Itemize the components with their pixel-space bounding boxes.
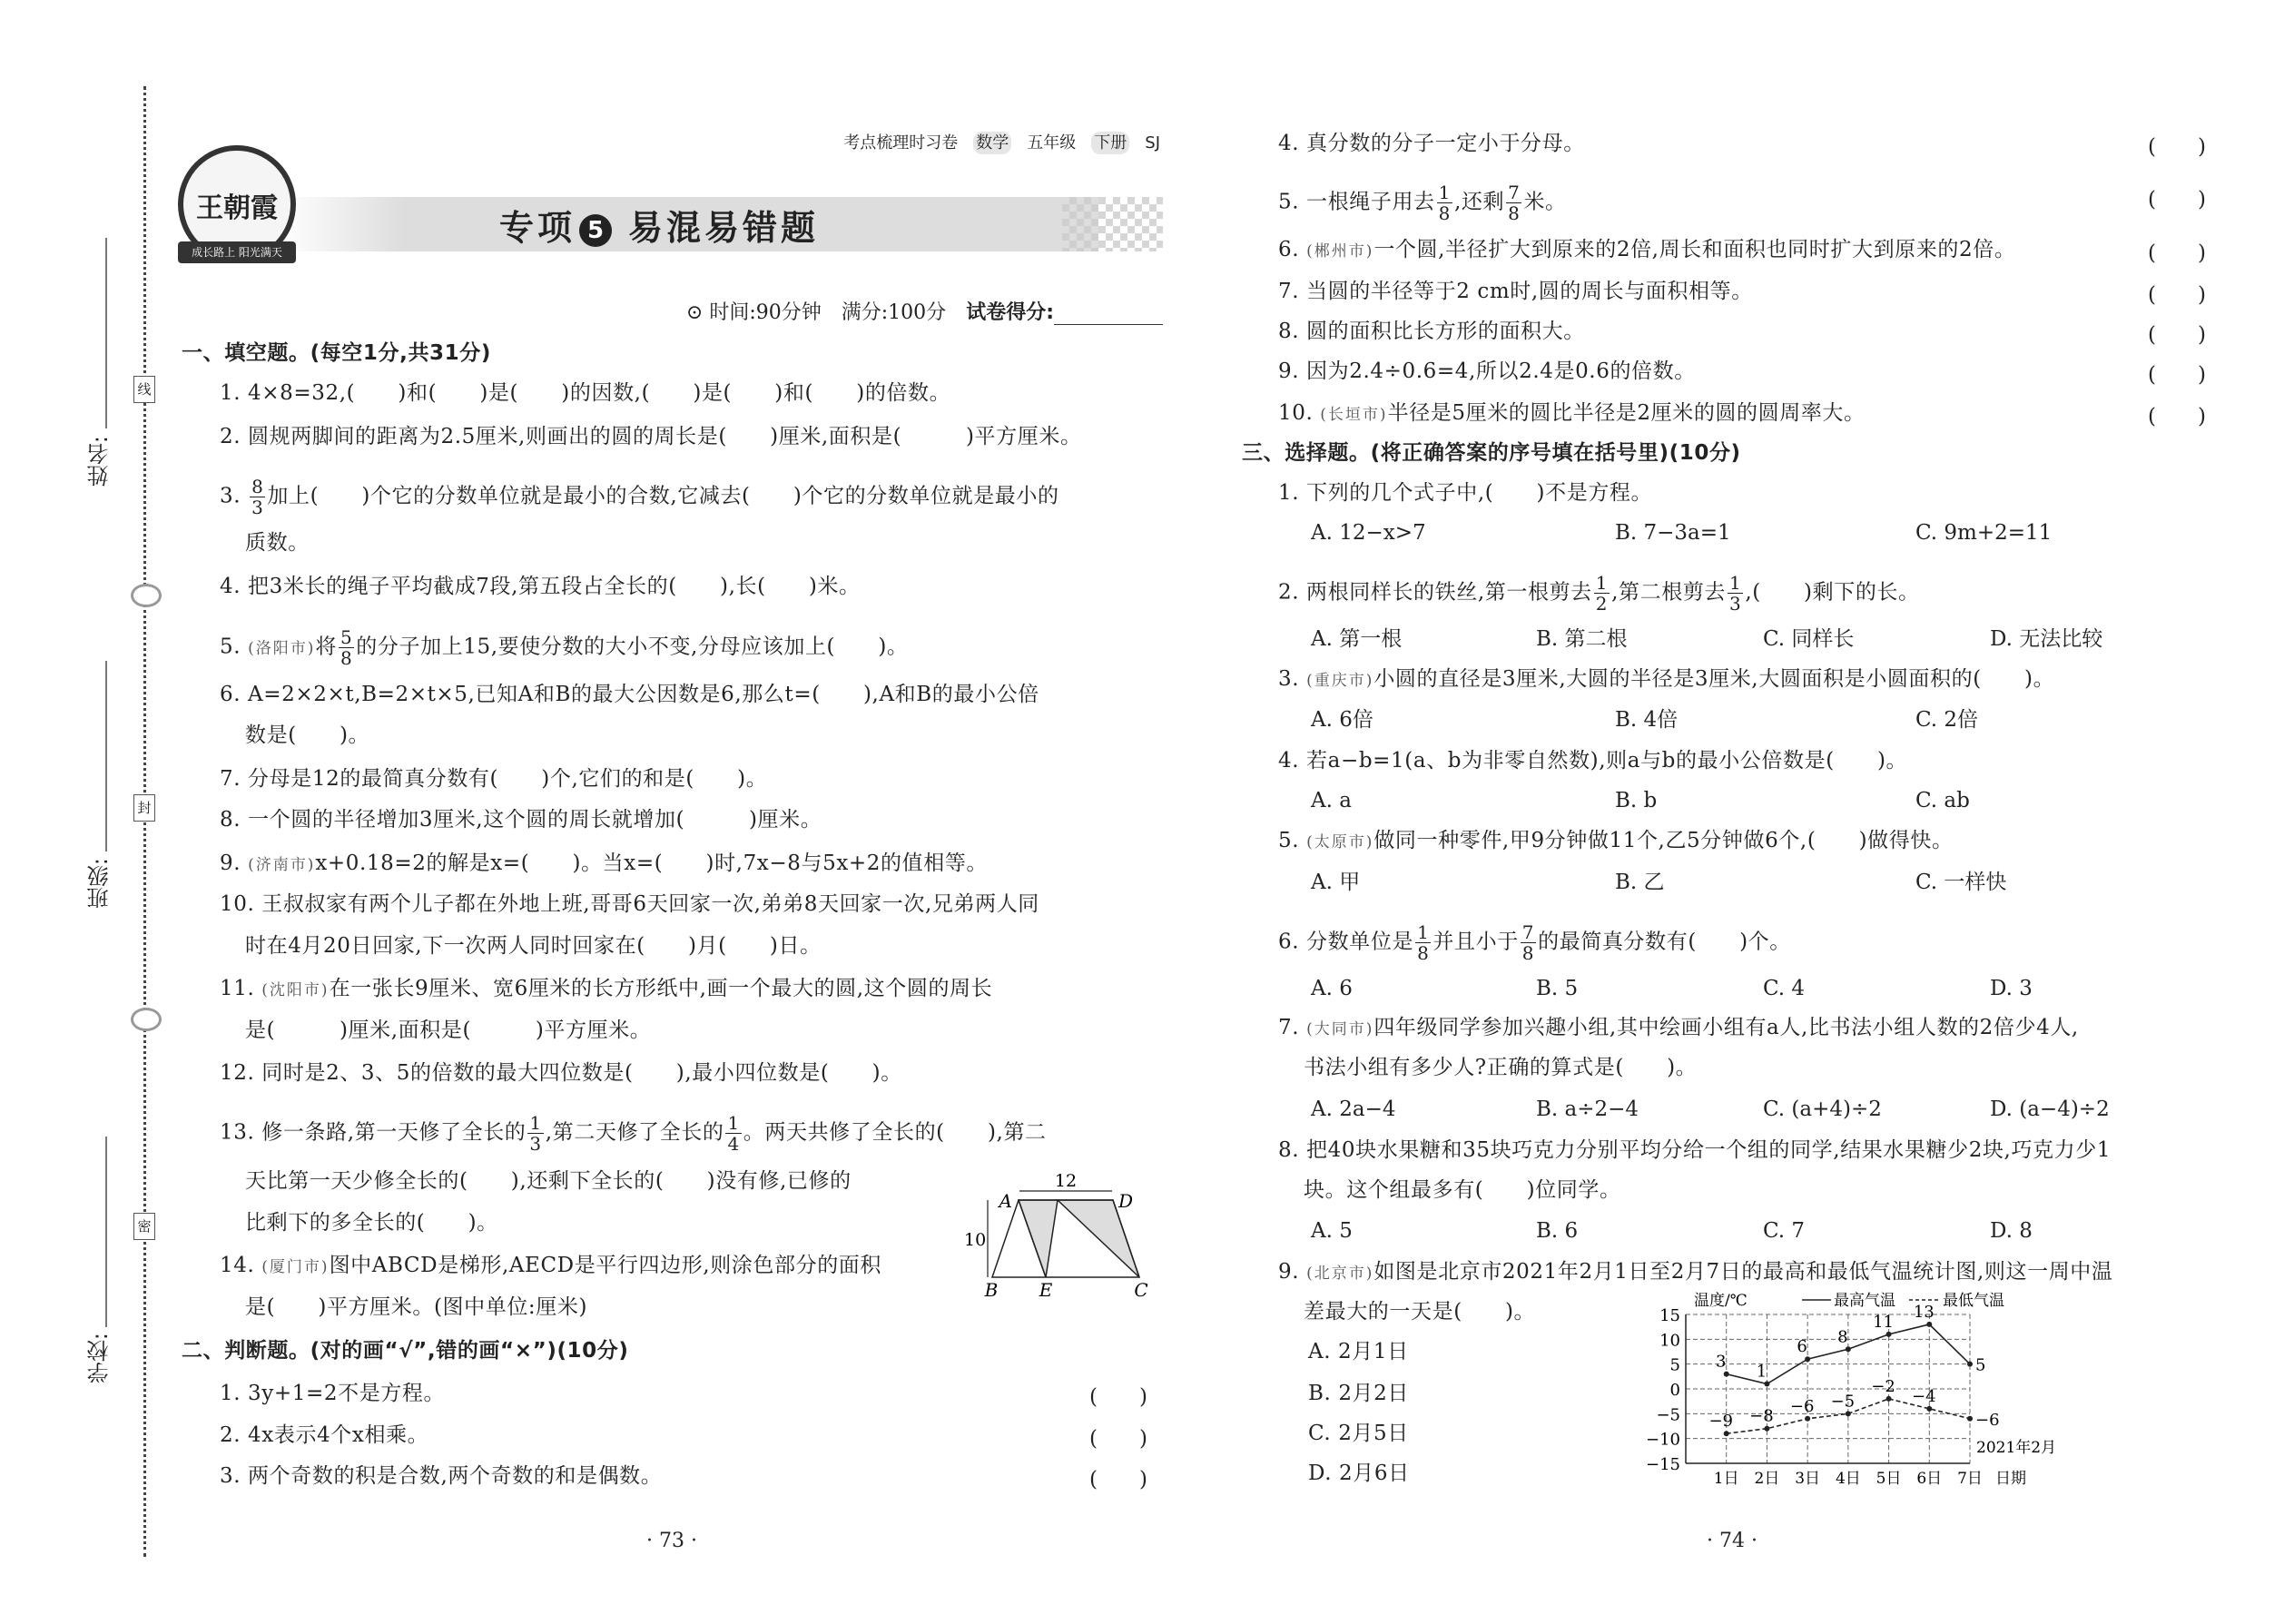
answer-option[interactable]: B. a÷2−4 xyxy=(1536,1097,1639,1121)
data-point xyxy=(1967,1416,1973,1422)
data-point xyxy=(1926,1322,1932,1327)
question-line xyxy=(220,1252,881,1281)
data-point xyxy=(1886,1332,1892,1337)
numerator: 8 xyxy=(251,476,264,497)
question-text: 2. 4x表示4个x相乘。 xyxy=(220,1423,429,1447)
question-text: 小圆的直径是3厘米,大圆的半径是3厘米,大圆面积是小圆面积的( )。 xyxy=(1373,667,2055,691)
question-text: 质数。 xyxy=(245,531,310,555)
answer-option[interactable]: A. 甲 xyxy=(1311,871,1361,894)
top-length-label: 12 xyxy=(1054,1171,1078,1191)
data-point xyxy=(1724,1372,1729,1377)
answer-option[interactable]: A. 12−x>7 xyxy=(1311,521,1426,545)
answer-option[interactable] xyxy=(1308,1338,1409,1365)
question-line xyxy=(1278,278,1753,305)
answer-option[interactable]: B. 4倍 xyxy=(1615,708,1679,732)
data-label: 6 xyxy=(1797,1337,1807,1357)
question-line xyxy=(220,573,861,600)
denominator: 8 xyxy=(1521,942,1535,964)
question-text: 半径是5厘米的圆比半径是2厘米的圆的圆周率大。 xyxy=(1387,401,1866,425)
answer-option[interactable]: C. 一样快 xyxy=(1915,871,2007,894)
question-line xyxy=(1304,1176,1621,1204)
height-label: 10 xyxy=(964,1230,987,1250)
question-line xyxy=(1278,358,1696,385)
question-text: 5. 一根绳子用去 xyxy=(1278,190,1435,214)
data-label: −9 xyxy=(1708,1412,1733,1432)
question-text: 数是( )。 xyxy=(245,723,370,747)
legend-low: 最低气温 xyxy=(1943,1292,2004,1310)
seal-mark-mi: 密 xyxy=(133,1213,155,1240)
answer-option[interactable]: A. 6 xyxy=(1311,977,1353,1000)
clock-icon: ⊙ xyxy=(685,301,710,324)
numerator: 5 xyxy=(340,626,353,648)
data-label: −6 xyxy=(1975,1410,2000,1430)
legend-high: 最高气温 xyxy=(1834,1292,1895,1310)
region-tag: (郴州市) xyxy=(1306,242,1374,261)
meta-subject: 数学 xyxy=(973,132,1011,154)
answer-option[interactable] xyxy=(1308,1380,1409,1407)
question-text: 2. 圆规两脚间的距离为2.5厘米,则画出的圆的周长是( )厘米,面积是( )平方厘米。 xyxy=(220,425,1082,448)
denominator: 2 xyxy=(1595,593,1609,615)
fraction xyxy=(725,1113,741,1154)
exam-info xyxy=(686,297,1163,325)
title-prefix: 专项 xyxy=(499,208,576,248)
answer-parentheses[interactable]: ( ) xyxy=(1089,1427,1147,1451)
data-label: 1 xyxy=(1756,1362,1767,1382)
question-text: C. 2月5日 xyxy=(1308,1422,1409,1445)
answer-option[interactable]: C. ab xyxy=(1915,789,1970,812)
meta-volume: 下册 xyxy=(1091,132,1129,154)
region-tag: (太原市) xyxy=(1306,833,1374,851)
question-line xyxy=(1278,665,2054,694)
answer-option[interactable]: A. 5 xyxy=(1311,1219,1353,1243)
denominator: 8 xyxy=(1508,202,1521,224)
question-line xyxy=(220,1422,428,1449)
answer-option[interactable]: D. 3 xyxy=(1990,977,2033,1000)
answer-option[interactable]: C. 4 xyxy=(1763,977,1806,1000)
region-tag: (济南市) xyxy=(248,856,316,874)
label-a: A xyxy=(999,1190,1012,1212)
denominator: 4 xyxy=(727,1133,740,1155)
answer-parentheses[interactable]: ( ) xyxy=(2148,363,2206,387)
question-text: 12. 同时是2、3、5的倍数的最大四位数是( ),最小四位数是( )。 xyxy=(220,1061,902,1085)
page-number-left: · 73 · xyxy=(646,1530,697,1552)
answer-option[interactable]: D. 无法比较 xyxy=(1990,627,2103,651)
answer-option[interactable] xyxy=(1308,1460,1410,1487)
trapezoid-figure xyxy=(962,1171,1180,1325)
question-line xyxy=(220,681,1039,708)
x-tick-label: 1日 xyxy=(1713,1470,1739,1488)
y-tick-label: −10 xyxy=(1646,1430,1680,1450)
question-text: 天比第一天少修全长的( ),还剩下全长的( )没有修,已修的 xyxy=(245,1169,852,1193)
binding-dotted-line xyxy=(143,86,146,1557)
answer-parentheses[interactable]: ( ) xyxy=(2148,241,2206,265)
y-tick-label: 10 xyxy=(1659,1331,1680,1351)
question-text: 在一张长9厘米、宽6厘米的长方形纸中,画一个最大的圆,这个圆的周长 xyxy=(329,977,993,1000)
question-text: 10. 王叔叔家有两个儿子都在外地上班,哥哥6天回家一次,弟弟8天回家一次,兄弟两人同 xyxy=(220,892,1039,916)
question-text: 7. 当圆的半径等于2 cm时,圆的周长与面积相等。 xyxy=(1278,280,1753,303)
question-text: 11. xyxy=(220,977,262,1000)
score-label: 试卷得分: xyxy=(966,301,1054,324)
question-text: 是( )平方厘米。(图中单位:厘米) xyxy=(245,1295,588,1319)
question-text: 7. xyxy=(1278,1016,1307,1039)
answer-parentheses[interactable]: ( ) xyxy=(1089,1468,1147,1491)
decorative-circle-icon xyxy=(131,584,162,607)
answer-parentheses[interactable]: ( ) xyxy=(2148,405,2206,428)
question-line xyxy=(220,1462,662,1490)
name-field-label: 姓名: xyxy=(87,436,113,487)
meta-edition: SJ xyxy=(1145,133,1160,153)
question-text: A. 2月1日 xyxy=(1308,1340,1409,1363)
page-number-right: · 74 · xyxy=(1707,1530,1757,1552)
question-line xyxy=(220,1380,445,1407)
numerator: 7 xyxy=(1521,921,1535,943)
numerator: 1 xyxy=(1595,572,1609,594)
question-line xyxy=(220,765,767,792)
question-text: 并且小于 xyxy=(1433,930,1519,954)
answer-parentheses[interactable]: ( ) xyxy=(1089,1385,1147,1409)
question-text: 一个圆,半径扩大到原来的2倍,周长和面积也同时扩大到原来的2倍。 xyxy=(1373,238,2016,261)
label-d: D xyxy=(1118,1190,1134,1212)
question-text: 的分子加上15,要使分数的大小不变,分母应该加上( )。 xyxy=(356,635,909,659)
question-line xyxy=(220,850,988,879)
data-label: −5 xyxy=(1830,1392,1856,1412)
label-c: C xyxy=(1134,1279,1148,1301)
question-text: 将 xyxy=(315,635,337,659)
question-text: 1. 4×8=32,( )和( )是( )的因数,( )是( )和( )的倍数。 xyxy=(220,381,951,405)
data-label: 3 xyxy=(1715,1352,1727,1372)
question-line xyxy=(220,806,822,833)
question-line xyxy=(1278,236,2015,265)
fraction xyxy=(1506,182,1521,223)
question-text: 9. 因为2.4÷0.6=4,所以2.4是0.6的倍数。 xyxy=(1278,359,1696,383)
question-line xyxy=(1278,922,1791,963)
y-axis-label: 温度/℃ xyxy=(1694,1292,1748,1310)
book-meta xyxy=(828,130,1163,153)
page-title xyxy=(499,200,819,250)
question-text: 9. xyxy=(220,851,249,875)
answer-option[interactable]: B. 7−3a=1 xyxy=(1615,521,1731,545)
logo-slogan: 成长路上 阳光满天 xyxy=(178,241,296,263)
question-line xyxy=(220,1113,1047,1154)
question-line xyxy=(245,722,369,749)
data-point xyxy=(1846,1346,1851,1352)
data-label: −6 xyxy=(1789,1396,1815,1416)
question-text: 图中ABCD是梯形,AECD是平行四边形,则涂色部分的面积 xyxy=(329,1254,881,1277)
answer-parentheses[interactable]: ( ) xyxy=(2148,323,2206,347)
answer-option[interactable]: B. 第二根 xyxy=(1536,627,1628,651)
meta-grade: 五年级 xyxy=(1027,133,1077,153)
region-tag: (厦门市) xyxy=(261,1258,330,1276)
data-label: −4 xyxy=(1912,1386,1936,1406)
question-text: 比剩下的多全长的( )。 xyxy=(245,1211,498,1235)
y-tick-label: 0 xyxy=(1669,1381,1680,1400)
question-line xyxy=(220,477,1059,517)
x-tick-label: 7日 xyxy=(1957,1470,1983,1488)
checker-decoration xyxy=(1062,197,1163,251)
question-text: 3. 两个奇数的积是合数,两个奇数的和是偶数。 xyxy=(220,1464,663,1488)
question-line xyxy=(1278,1137,2111,1164)
question-text: 三、选择题。(将正确答案的序号填在括号里)(10分) xyxy=(1242,441,1741,465)
question-text: 8. 一个圆的半径增加3厘米,这个圆的周长就增加( )厘米。 xyxy=(220,808,822,832)
numerator: 1 xyxy=(1417,921,1430,943)
name-field-line[interactable] xyxy=(105,238,107,428)
question-text: 1. 下列的几个式子中,( )不是方程。 xyxy=(1278,481,1653,505)
y-tick-label: −5 xyxy=(1656,1405,1680,1425)
data-point xyxy=(1926,1406,1932,1412)
question-text: 如图是北京市2021年2月1日至2月7日的最高和最低气温统计图,则这一周中温 xyxy=(1373,1260,2113,1284)
question-text: x+0.18=2的解是x=( )。当x=( )时,7x−8与5x+2的值相等。 xyxy=(315,851,988,875)
question-line xyxy=(1278,182,1567,223)
x-tick-label: 2日 xyxy=(1754,1470,1780,1488)
question-text: 一、填空题。(每空1分,共31分) xyxy=(182,341,491,365)
question-text: 块。这个组最多有( )位同学。 xyxy=(1304,1178,1621,1202)
denominator: 3 xyxy=(1729,593,1742,615)
answer-option[interactable]: C. 2倍 xyxy=(1915,708,1979,732)
question-text: 二、判断题。(对的画“√”,错的画“×”)(10分) xyxy=(182,1339,629,1363)
data-point xyxy=(1846,1411,1851,1416)
question-text: 加上( )个它的分数单位就是最小的合数,它减去( )个它的分数单位就是最小的 xyxy=(267,484,1059,508)
question-text: 8. 把40块水果糖和35块巧克力分别平均分给一个组的同学,结果水果糖少2块,巧克力少1 xyxy=(1278,1138,2112,1162)
seal-mark-xian: 线 xyxy=(133,376,155,403)
question-text: D. 2月6日 xyxy=(1308,1462,1410,1485)
decorative-circle-icon xyxy=(131,1008,162,1031)
fraction xyxy=(527,1113,543,1154)
question-text: 时在4月20日回家,下一次两人同时回家在( )月( )日。 xyxy=(245,934,822,958)
question-text: ,还剩 xyxy=(1453,190,1505,214)
answer-option[interactable]: B. b xyxy=(1615,789,1658,812)
data-point xyxy=(1724,1431,1729,1436)
meta-series: 考点梳理时习卷 xyxy=(843,133,959,153)
question-text: 5. xyxy=(220,635,249,659)
question-text: 13. 修一条路,第一天修了全长的 xyxy=(220,1120,527,1145)
question-text: 10. xyxy=(1278,401,1321,425)
question-text: 1. 3y+1=2不是方程。 xyxy=(220,1382,446,1405)
x-tick-label: 3日 xyxy=(1795,1470,1821,1488)
question-text: 3. xyxy=(1278,667,1307,691)
region-tag: (沈阳市) xyxy=(261,981,330,999)
question-text: 9. xyxy=(1278,1260,1307,1284)
denominator: 3 xyxy=(529,1133,542,1155)
question-text: 8. 圆的面积比长方形的面积大。 xyxy=(1278,320,1585,343)
title-main: 易混易错题 xyxy=(628,208,820,248)
answer-option[interactable]: D. 8 xyxy=(1990,1219,2033,1243)
question-line xyxy=(1278,1014,2079,1043)
data-point xyxy=(1764,1426,1769,1432)
question-text: 2. 两根同样长的铁丝,第一根剪去 xyxy=(1278,580,1592,605)
region-tag: (重庆市) xyxy=(1306,672,1374,690)
question-line xyxy=(220,423,1082,450)
question-line xyxy=(220,1059,902,1087)
data-point xyxy=(1967,1362,1973,1367)
question-line xyxy=(245,1209,498,1236)
question-line xyxy=(220,627,909,668)
region-tag: (长垣市) xyxy=(1320,406,1388,424)
school-field-label: 学校: xyxy=(87,1333,113,1384)
numerator: 1 xyxy=(529,1112,542,1134)
section-heading xyxy=(1242,439,1741,467)
numerator: 1 xyxy=(1438,182,1451,203)
answer-option[interactable] xyxy=(1308,1420,1409,1447)
section-heading xyxy=(182,340,491,367)
question-text: 7. 分母是12的最简真分数有( )个,它们的和是( )。 xyxy=(220,767,768,791)
question-line xyxy=(1278,130,1585,157)
question-text: ,( )剩下的长。 xyxy=(1745,580,1920,605)
question-line xyxy=(245,932,822,960)
region-tag: (北京市) xyxy=(1306,1265,1374,1283)
denominator: 3 xyxy=(251,497,264,518)
question-text: 米。 xyxy=(1523,190,1567,214)
answer-option[interactable]: B. 6 xyxy=(1536,1219,1579,1243)
question-line xyxy=(220,975,992,1004)
question-text: B. 2月2日 xyxy=(1308,1382,1409,1405)
data-label: 13 xyxy=(1913,1302,1935,1322)
question-text: 四年级同学参加兴趣小组,其中绘画小组有a人,比书法小组人数的2倍少4人, xyxy=(1373,1016,2079,1039)
question-text: 5. xyxy=(1278,829,1307,852)
section-heading xyxy=(182,1337,628,1364)
question-line xyxy=(1278,318,1585,345)
logo-text: 王朝霞 xyxy=(196,192,278,224)
chart-note: 2021年2月 xyxy=(1976,1439,2057,1457)
denominator: 8 xyxy=(1417,942,1430,964)
question-line xyxy=(1278,827,1954,856)
shaded-triangle-left xyxy=(1019,1200,1058,1277)
x-tick-label: 6日 xyxy=(1916,1470,1943,1488)
question-text: 4. 真分数的分子一定小于分母。 xyxy=(1278,132,1585,155)
numerator: 7 xyxy=(1508,182,1521,203)
question-line xyxy=(1304,1298,1535,1325)
question-text: 3. xyxy=(220,484,249,508)
fraction xyxy=(1415,922,1431,963)
data-label: 11 xyxy=(1873,1312,1895,1332)
question-text: 差最大的一天是( )。 xyxy=(1304,1300,1536,1324)
data-point xyxy=(1886,1396,1892,1402)
answer-option[interactable]: A. 2a−4 xyxy=(1311,1097,1396,1121)
answer-option[interactable]: A. a xyxy=(1311,789,1352,812)
question-text: 14. xyxy=(220,1254,262,1277)
class-field-line[interactable] xyxy=(105,661,107,851)
question-line xyxy=(1304,1054,1697,1081)
question-text: 4. 把3米长的绳子平均截成7段,第五段占全长的( ),长( )米。 xyxy=(220,575,861,598)
answer-option[interactable]: B. 5 xyxy=(1536,977,1579,1000)
question-line xyxy=(1278,479,1652,507)
score-field[interactable] xyxy=(1054,306,1163,325)
class-field-label: 班级: xyxy=(87,858,113,910)
x-tick-label: 5日 xyxy=(1876,1470,1902,1488)
y-tick-label: 15 xyxy=(1659,1306,1680,1325)
denominator: 8 xyxy=(340,647,353,669)
question-line xyxy=(1278,573,1920,614)
question-line xyxy=(245,1294,587,1321)
data-label: −8 xyxy=(1749,1406,1774,1426)
data-label: −2 xyxy=(1871,1376,1895,1396)
question-line xyxy=(220,891,1039,918)
data-label: 5 xyxy=(1975,1355,1986,1375)
answer-parentheses[interactable]: ( ) xyxy=(2148,188,2206,212)
label-e: E xyxy=(1039,1279,1053,1301)
x-axis-label: 日期 xyxy=(1995,1470,2026,1488)
school-field-line[interactable] xyxy=(105,1137,107,1327)
numerator: 1 xyxy=(1729,572,1742,594)
question-line xyxy=(220,379,950,407)
answer-option[interactable]: A. 6倍 xyxy=(1311,708,1373,732)
y-tick-label: 5 xyxy=(1669,1355,1680,1375)
answer-option[interactable]: B. 乙 xyxy=(1615,871,1665,894)
region-tag: (洛阳市) xyxy=(248,639,316,658)
question-text: 。两天共修了全长的( ),第二 xyxy=(743,1120,1047,1145)
question-text: 书法小组有多少人?正确的算式是( )。 xyxy=(1304,1056,1698,1079)
y-tick-label: −15 xyxy=(1646,1455,1680,1474)
time-info: 时间:90分钟 满分:100分 xyxy=(709,301,947,324)
question-text: ,第二天修了全长的 xyxy=(545,1120,724,1145)
question-line xyxy=(245,1017,651,1044)
answer-option[interactable]: C. 同样长 xyxy=(1763,627,1855,651)
answer-option[interactable]: C. 9m+2=11 xyxy=(1915,521,2053,545)
question-text: 6. A=2×2×t,B=2×t×5,已知A和B的最大公因数是6,那么t=( ),A和B的最小公倍 xyxy=(220,683,1039,706)
fraction xyxy=(1728,573,1743,614)
data-point xyxy=(1764,1382,1769,1387)
label-b: B xyxy=(984,1279,999,1301)
data-label: 8 xyxy=(1837,1327,1848,1347)
fraction xyxy=(1437,182,1452,223)
question-line xyxy=(245,1167,852,1195)
numerator: 1 xyxy=(727,1112,740,1134)
question-text: 6. xyxy=(1278,238,1307,261)
data-point xyxy=(1805,1356,1810,1362)
answer-option[interactable]: C. (a+4)÷2 xyxy=(1763,1097,1882,1121)
denominator: 8 xyxy=(1438,202,1451,224)
region-tag: (大同市) xyxy=(1306,1020,1374,1038)
question-text: 6. 分数单位是 xyxy=(1278,930,1414,954)
question-text: ,第二根剪去 xyxy=(1611,580,1727,605)
x-tick-label: 4日 xyxy=(1835,1470,1861,1488)
question-line xyxy=(245,529,310,556)
answer-option[interactable]: C. 7 xyxy=(1763,1219,1806,1243)
seal-mark-feng: 封 xyxy=(133,794,155,822)
fraction xyxy=(1594,573,1610,614)
question-line xyxy=(1278,747,1907,774)
fraction xyxy=(339,627,354,668)
title-number: 5 xyxy=(579,214,612,247)
question-text: 的最简真分数有( )个。 xyxy=(1538,930,1791,954)
brand-logo xyxy=(178,145,296,263)
question-line xyxy=(1278,399,1866,428)
answer-option[interactable]: A. 第一根 xyxy=(1311,627,1403,651)
data-point xyxy=(1805,1416,1810,1422)
fraction xyxy=(1521,922,1536,963)
answer-parentheses[interactable]: ( ) xyxy=(2148,135,2206,159)
question-text: 4. 若a−b=1(a、b为非零自然数),则a与b的最小公倍数是( )。 xyxy=(1278,749,1908,773)
fraction xyxy=(250,477,265,517)
question-text: 做同一种零件,甲9分钟做11个,乙5分钟做6个,( )做得快。 xyxy=(1373,829,1954,852)
answer-option[interactable]: D. (a−4)÷2 xyxy=(1990,1097,2110,1121)
temperature-line-chart xyxy=(1616,1271,2197,1516)
answer-parentheses[interactable]: ( ) xyxy=(2148,283,2206,307)
question-text: 是( )厘米,面积是( )平方厘米。 xyxy=(245,1019,652,1042)
